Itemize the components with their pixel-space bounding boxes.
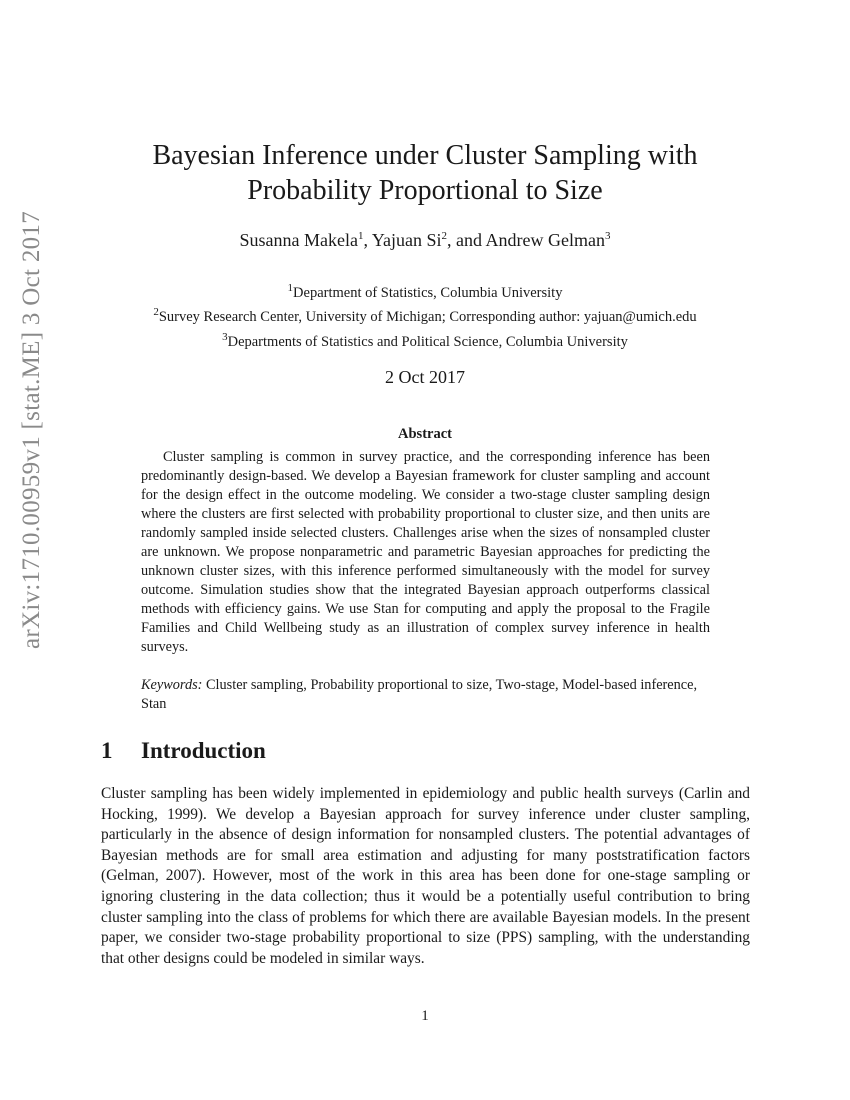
author-name: Andrew Gelman [485, 230, 605, 250]
paper-date: 2 Oct 2017 [385, 367, 465, 387]
section-title: Introduction [141, 738, 266, 763]
arxiv-identifier: arXiv:1710.00959v1 [stat.ME] 3 Oct 2017 [18, 210, 45, 650]
affiliation-line [60, 303, 790, 327]
affiliation-text: Survey Research Center, University of Michigan; Corresponding author: yajuan@umich.edu [158, 309, 697, 326]
affiliation-mark: 1 [287, 282, 294, 294]
affiliation-text: Departments of Statistics and Political Science, Columbia University [227, 333, 628, 350]
abstract-body: Cluster sampling is common in survey practice, and the corresponding inference has been predominantly design-based. We develop a Bayesian framework for cluster sampling and account for the design effect in the outcome modeling. We consider a two-stage cluster sampling design where the clusters are first selected with probability proportional to cluster size, and then units are randomly sampled inside selected clusters. Challenges arise when the sizes of nonsampled cluster are unknown. We propose nonparametric and parametric Bayesian approaches for predicting the unknown cluster sizes, with this inference performed simultaneously with the model for survey outcome. Simulation studies show that the integrated Bayesian approach outperforms classical methods with efficiency gains. We use Stan for computing and apply the proposal to the Fragile Families and Child Wellbeing study as an illustration of complex survey inference in health surveys. [141, 449, 710, 655]
abstract-heading: Abstract [398, 426, 452, 442]
affiliation-mark: 2 [153, 306, 159, 319]
section-number: 1 [101, 738, 113, 763]
affiliation-list [60, 279, 790, 352]
author-affiliation-mark: 1 [357, 230, 364, 242]
arxiv-sidebar [12, 70, 52, 790]
title-line-1: Bayesian Inference under Cluster Sampling with [152, 140, 698, 171]
author-affiliation-mark: 2 [441, 230, 448, 242]
keywords-label: Keywords: [141, 677, 203, 693]
affiliation-line [60, 328, 790, 352]
title-line-2: Probability Proportional to Size [247, 175, 603, 206]
affiliation-mark: 3 [222, 330, 228, 343]
author-separator: , [363, 230, 372, 250]
section-heading-introduction [101, 738, 266, 764]
affiliation-line [60, 279, 790, 303]
page-number: 1 [421, 1008, 429, 1024]
author-name: Yajuan Si [371, 230, 442, 250]
author-list [100, 230, 750, 251]
author-affiliation-mark: 3 [604, 230, 611, 242]
affiliation-text: Department of Statistics, Columbia University [293, 284, 563, 301]
keywords-list: Cluster sampling, Probability proportional to size, Two-stage, Model-based inference, Stan [141, 677, 698, 712]
author-separator: , and [447, 230, 486, 250]
paper-title [100, 138, 750, 208]
keywords [141, 676, 710, 714]
introduction-paragraph: Cluster sampling has been widely implemented in epidemiology and public health surveys (Carlin and Hocking, 1999). We develop a Bayesian approach for survey inference under cluster sampling, particularly in the absence of design information for nonsampled clusters. The potential advantages of Bayesian methods are for small area estimation and adjusting for many poststratification factors (Gelman, 2007). However, most of the work in this area has been done for one-stage sampling or ignoring clustering in the data collection; thus it would be a potentially useful contribution to bring cluster sampling into the class of problems for which there are available Bayesian models. In the present paper, we consider two-stage probability proportional to size (PPS) sampling, with the understanding that other designs could be modeled in similar ways. [101, 785, 750, 967]
author-name: Susanna Makela [239, 230, 358, 250]
